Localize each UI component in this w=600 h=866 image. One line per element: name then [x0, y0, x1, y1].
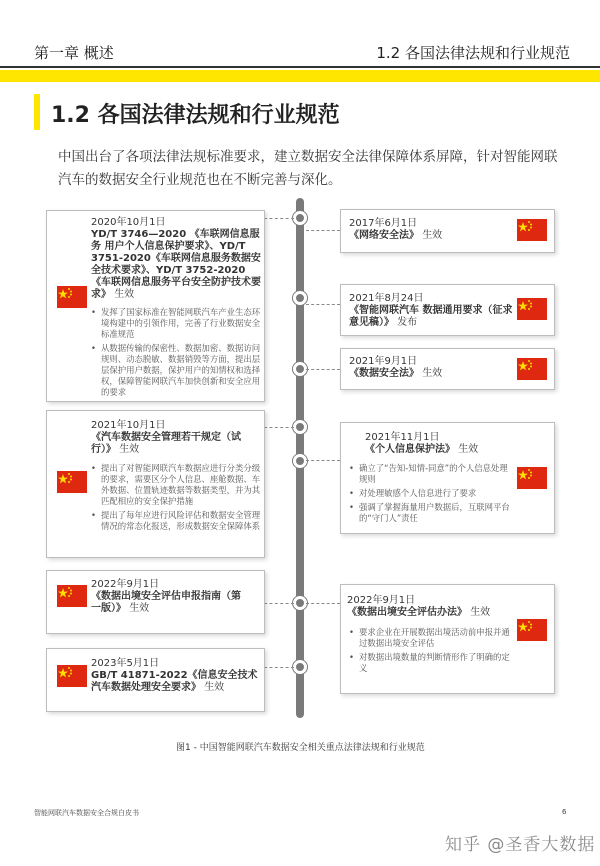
- card-law-title: GB/T 41871-2022《信息安全技术 汽车数据处理安全要求》: [91, 670, 258, 693]
- card-status: 生效: [119, 444, 140, 455]
- timeline-card-left: [46, 570, 265, 634]
- china-flag-icon: [517, 358, 547, 380]
- china-flag-icon: [57, 471, 87, 493]
- card-bullets: [349, 627, 511, 677]
- card-law-title: 《数据出境安全评估办法》: [347, 607, 467, 618]
- bullet-item: • 提出了每年应进行风险评估和数据安全管理情况的常态化报送，形成数据安全保障体系: [91, 510, 261, 532]
- bullet-item: • 发挥了国家标准在智能网联汽车产业生态环境构建中的引领作用，完善了行业数据安全标准规范: [91, 307, 261, 340]
- bullet-item: • 提出了对智能网联汽车数据应进行分类分级的要求，需要区分个人信息、座舱数据、车外数据、位置轨迹数据等数据类型，并为其匹配相应的安全保护措施: [91, 463, 261, 507]
- card-bullets: [91, 463, 261, 535]
- timeline-card-left: [46, 210, 265, 402]
- card-date: 2020年10月1日: [91, 217, 166, 228]
- timeline-card-right: [340, 209, 555, 253]
- chapter-label: 第一章 概述: [34, 44, 114, 62]
- card-date: 2021年10月1日: [91, 420, 166, 431]
- china-flag-icon: [517, 219, 547, 241]
- card-bullets: [349, 463, 511, 527]
- timeline-dot: [293, 454, 307, 468]
- card-date: 2023年5月1日: [91, 658, 160, 669]
- card-bullets: [91, 307, 261, 401]
- timeline-dot: [293, 291, 307, 305]
- intro-paragraph: 中国出台了各项法律法规标准要求，建立数据安全法律保障体系屏障，针对智能网联汽车的数据安全行业规范也在不断完善与深化。: [58, 149, 558, 188]
- connector-line: [264, 218, 294, 219]
- page-number: 6: [562, 808, 567, 816]
- china-flag-icon: [517, 467, 547, 489]
- header-divider: [0, 66, 600, 68]
- card-law-title: 《数据出境安全评估申报指南（第一版）》: [91, 591, 241, 614]
- footer-title: 智能网联汽车数据安全合规白皮书: [34, 809, 139, 817]
- card-status: 生效: [458, 444, 479, 455]
- card-date: 2021年9月1日: [349, 356, 418, 367]
- connector-line: [264, 427, 294, 428]
- bullet-item: • 确立了“告知-知情-同意”的个人信息处理规则: [349, 463, 511, 485]
- page-title: 1.2 各国法律法规和行业规范: [51, 103, 340, 128]
- china-flag-icon: [517, 619, 547, 641]
- bullet-item: • 从数据传输的保密性、数据加密、数据访问规则、动态脱敏、数据销毁等方面，提出层层保护用户数据，保护用户的知情权和选择权，保障智能网联汽车加快创新和安全应用的要求: [91, 343, 261, 398]
- timeline-dot: [293, 362, 307, 376]
- card-law-title: 《智能网联汽车 数据通用要求（征求意见稿）》: [349, 305, 513, 328]
- china-flag-icon: [517, 298, 547, 320]
- connector-line: [306, 369, 340, 370]
- card-status: 生效: [204, 682, 225, 693]
- card-law-title: YD/T 3746—2020 《车联网信息服务 用户个人信息保护要求》、YD/T 3751-2020《车联网信息服务数据安全技术要求》、YD/T 3752-2020《车联网信息服务平台安全防护技术要求》: [91, 229, 261, 300]
- bullet-item: • 对处理敏感个人信息进行了要求: [349, 488, 511, 499]
- timeline-card-right: [340, 284, 555, 336]
- china-flag-icon: [57, 665, 87, 687]
- watermark: 知乎 @圣香大数据: [445, 835, 596, 855]
- card-date: 2022年9月1日: [91, 579, 160, 590]
- card-status: 生效: [422, 368, 443, 379]
- card-date: 2021年11月1日: [365, 432, 440, 443]
- timeline-dot: [293, 596, 307, 610]
- title-accent: [34, 94, 40, 130]
- china-flag-icon: [57, 585, 87, 607]
- connector-line: [306, 304, 340, 305]
- timeline-card-right: [340, 584, 555, 694]
- china-flag-icon: [57, 286, 87, 308]
- connector-line: [264, 667, 294, 668]
- card-date: 2022年9月1日: [347, 595, 416, 606]
- timeline-dot: [293, 420, 307, 434]
- card-law-title: 《个人信息保护法》: [365, 444, 455, 455]
- card-status: 发布: [397, 317, 418, 328]
- connector-line: [306, 603, 340, 604]
- timeline-card-right: [340, 348, 555, 390]
- card-status: 生效: [470, 607, 491, 618]
- timeline-card-right: [340, 422, 555, 534]
- connector-line: [306, 460, 340, 461]
- bullet-item: • 对数据出境数量的判断情形作了明确的定义: [349, 652, 511, 674]
- timeline-dot: [293, 660, 307, 674]
- connector-line: [306, 230, 340, 231]
- timeline-dot: [293, 211, 307, 225]
- card-status: 生效: [114, 289, 135, 300]
- bullet-item: • 要求企业在开展数据出境活动前申报并通过数据出境安全评估: [349, 627, 511, 649]
- figure-caption: 图1 - 中国智能网联汽车数据安全相关重点法律法规和行业规范: [176, 743, 425, 753]
- card-date: 2021年8月24日: [349, 293, 424, 304]
- card-law-title: 《网络安全法》: [349, 230, 419, 241]
- header-accent-bar: [0, 70, 600, 82]
- card-date: 2017年6月1日: [349, 218, 418, 229]
- card-status: 生效: [129, 603, 150, 614]
- timeline-card-left: [46, 410, 265, 558]
- timeline-card-left: [46, 648, 265, 712]
- card-law-title: 《数据安全法》: [349, 368, 419, 379]
- bullet-item: • 强调了掌握海量用户数据后，互联网平台的“守门人”责任: [349, 502, 511, 524]
- card-status: 生效: [422, 230, 443, 241]
- connector-line: [264, 603, 294, 604]
- card-law-title: 《汽车数据安全管理若干规定（试行）》: [91, 432, 241, 455]
- section-label: 1.2 各国法律法规和行业规范: [376, 44, 570, 62]
